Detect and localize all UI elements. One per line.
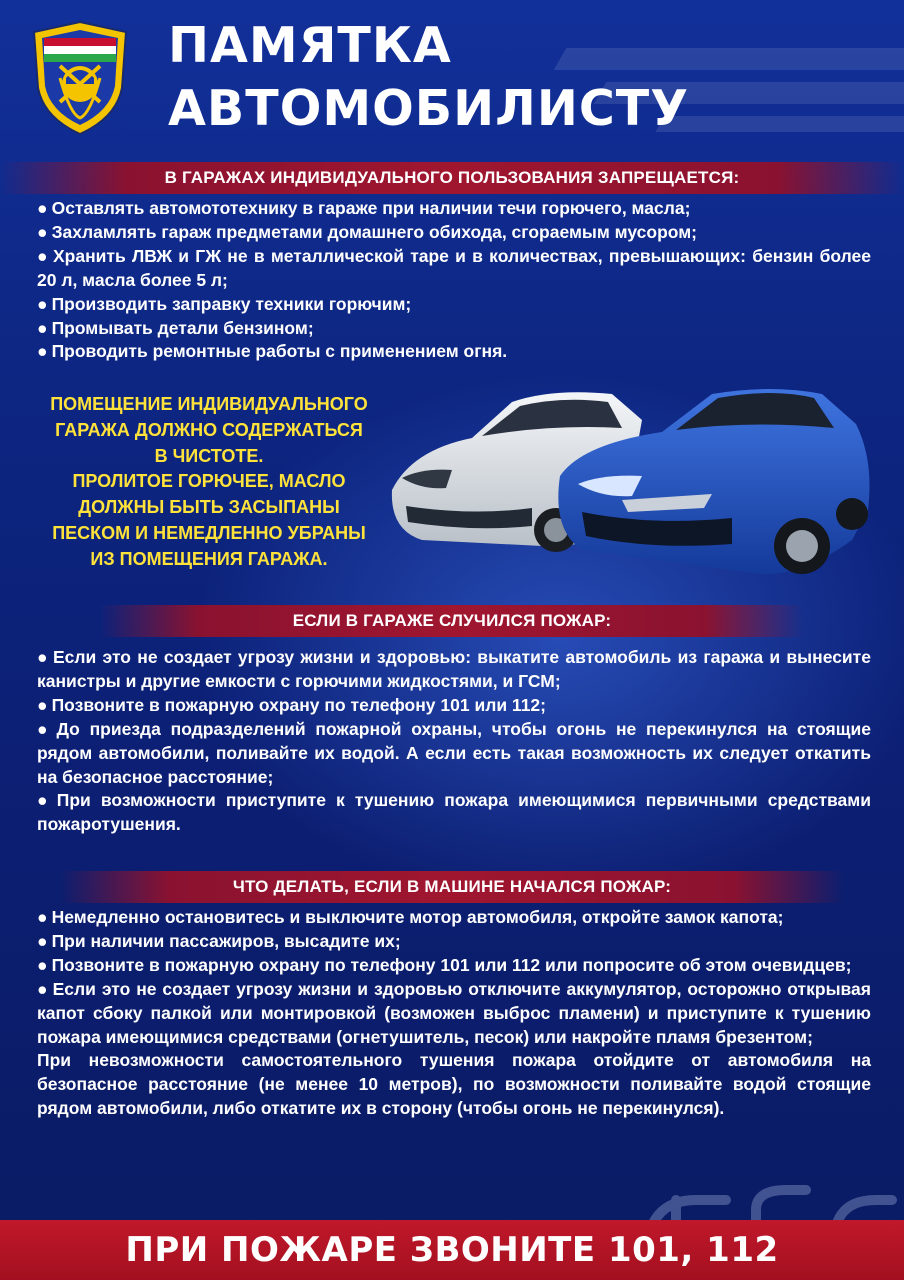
bullet-icon: ● — [37, 198, 48, 218]
list-item: ● При возможности приступите к тушению пожара имеющимися первичными средствами пожаротушения. — [37, 790, 871, 835]
emergency-phone-footer — [0, 1220, 904, 1280]
fire-service-logo — [30, 18, 130, 138]
garage-fire-list — [37, 646, 871, 837]
list-item: ● Немедленно остановитесь и выключите мотор автомобиля, откройте замок капота; — [37, 907, 784, 927]
bullet-icon: ● — [37, 694, 48, 715]
section-heading-car-fire-text: ЧТО ДЕЛАТЬ, ЕСЛИ В МАШИНЕ НАЧАЛСЯ ПОЖАР: — [232, 877, 672, 896]
section-heading-garage-fire — [100, 605, 804, 637]
bullet-icon: ● — [37, 245, 49, 266]
page-title — [168, 14, 808, 140]
bullet-icon: ● — [37, 930, 48, 951]
section-heading-garage-fire-text: ЕСЛИ В ГАРАЖЕ СЛУЧИЛСЯ ПОЖАР: — [292, 611, 612, 630]
bullet-icon: ● — [37, 341, 48, 362]
bullet-icon: ● — [37, 647, 49, 667]
bullet-icon: ● — [37, 978, 49, 999]
section-heading-prohibited — [0, 162, 904, 194]
section-heading-car-fire — [60, 871, 844, 903]
list-item: ● Захламлять гараж предметами домашнего обихода, сгораемым мусором; — [37, 221, 698, 242]
bullet-icon: ● — [37, 293, 48, 314]
cars-illustration — [382, 380, 876, 590]
bullet-icon: ● — [37, 790, 53, 811]
list-item: ● Хранить ЛВЖ и ГЖ не в металлической таре и в количествах, превышающих: бензин более 20 л, масла более 5 л; — [37, 245, 871, 290]
bullet-icon: ● — [37, 221, 48, 242]
list-item: ● Оставлять автомототехнику в гараже при наличии течи горючего, масла; — [37, 198, 691, 218]
list-item: ● Проводить ремонтные работы с применением огня. — [37, 341, 508, 362]
title-line-1: ПАМЯТКА — [168, 17, 452, 74]
list-item: ● Позвоните в пожарную охрану по телефону 101 или 112; — [37, 694, 546, 715]
list-item: ● Если это не создает угрозу жизни и здоровью отключите аккумулятор, осторожно открывая капот сбоку палкой или монтировкой (возможен выброс пламени) и приступите к тушению пожара имеющимися средствами (огнетушитель, песок) или накройте пламя брезентом; — [37, 978, 871, 1047]
list-item: ● Позвоните в пожарную охрану по телефону 101 или 112 или попросите об этом очевидцев; — [37, 954, 852, 975]
list-item: ● Промывать детали бензином; — [37, 317, 314, 338]
footer-text: ПРИ ПОЖАРЕ ЗВОНИТЕ 101, 112 — [125, 1230, 779, 1270]
list-item: ● Производить заправку техники горючим; — [37, 293, 412, 314]
bullet-icon: ● — [37, 317, 48, 338]
closing-paragraph: При невозможности самостоятельного тушения пожара отойдите от автомобиля на безопасное расстояние (не менее 10 метров), по возможности поливайте водой стоящие рядом автомобили, либо откатите их в сторону (чтобы огонь не перекинулся). — [37, 1050, 871, 1119]
list-item: ● До приезда подразделений пожарной охраны, чтобы огонь не перекинулся на стоящие рядом автомобили, поливайте их водой. А если есть такая возможность их следует откатить на безопасное расстояние; — [37, 718, 871, 787]
section-heading-prohibited-text: В ГАРАЖАХ ИНДИВИДУАЛЬНОГО ПОЛЬЗОВАНИЯ ЗАПРЕЩАЕТСЯ: — [164, 168, 740, 187]
list-item: ● Если это не создает угрозу жизни и здоровью: выкатите автомобиль из гаража и вынесите канистры и другие емкости с горючими жидкостями, и ГСМ; — [37, 647, 871, 691]
bullet-icon: ● — [37, 907, 48, 927]
title-line-2: АВТОМОБИЛИСТУ — [168, 80, 689, 137]
list-item: ● При наличии пассажиров, высадите их; — [37, 930, 401, 951]
bullet-icon: ● — [37, 718, 53, 739]
bullet-icon: ● — [37, 954, 48, 975]
prohibited-list — [37, 197, 871, 364]
car-fire-list — [37, 906, 871, 1121]
cleanliness-notice: ПОМЕЩЕНИЕ ИНДИВИДУАЛЬНОГО ГАРАЖА ДОЛЖНО СОДЕРЖАТЬСЯ В ЧИСТОТЕ. ПРОЛИТОЕ ГОРЮЧЕЕ, МАСЛО ДОЛЖНЫ БЫТЬ ЗАСЫПАНЫ ПЕСКОМ И НЕМЕДЛЕННО УБРАНЫ ИЗ ПОМЕЩЕНИЯ ГАРАЖА. — [50, 394, 368, 569]
